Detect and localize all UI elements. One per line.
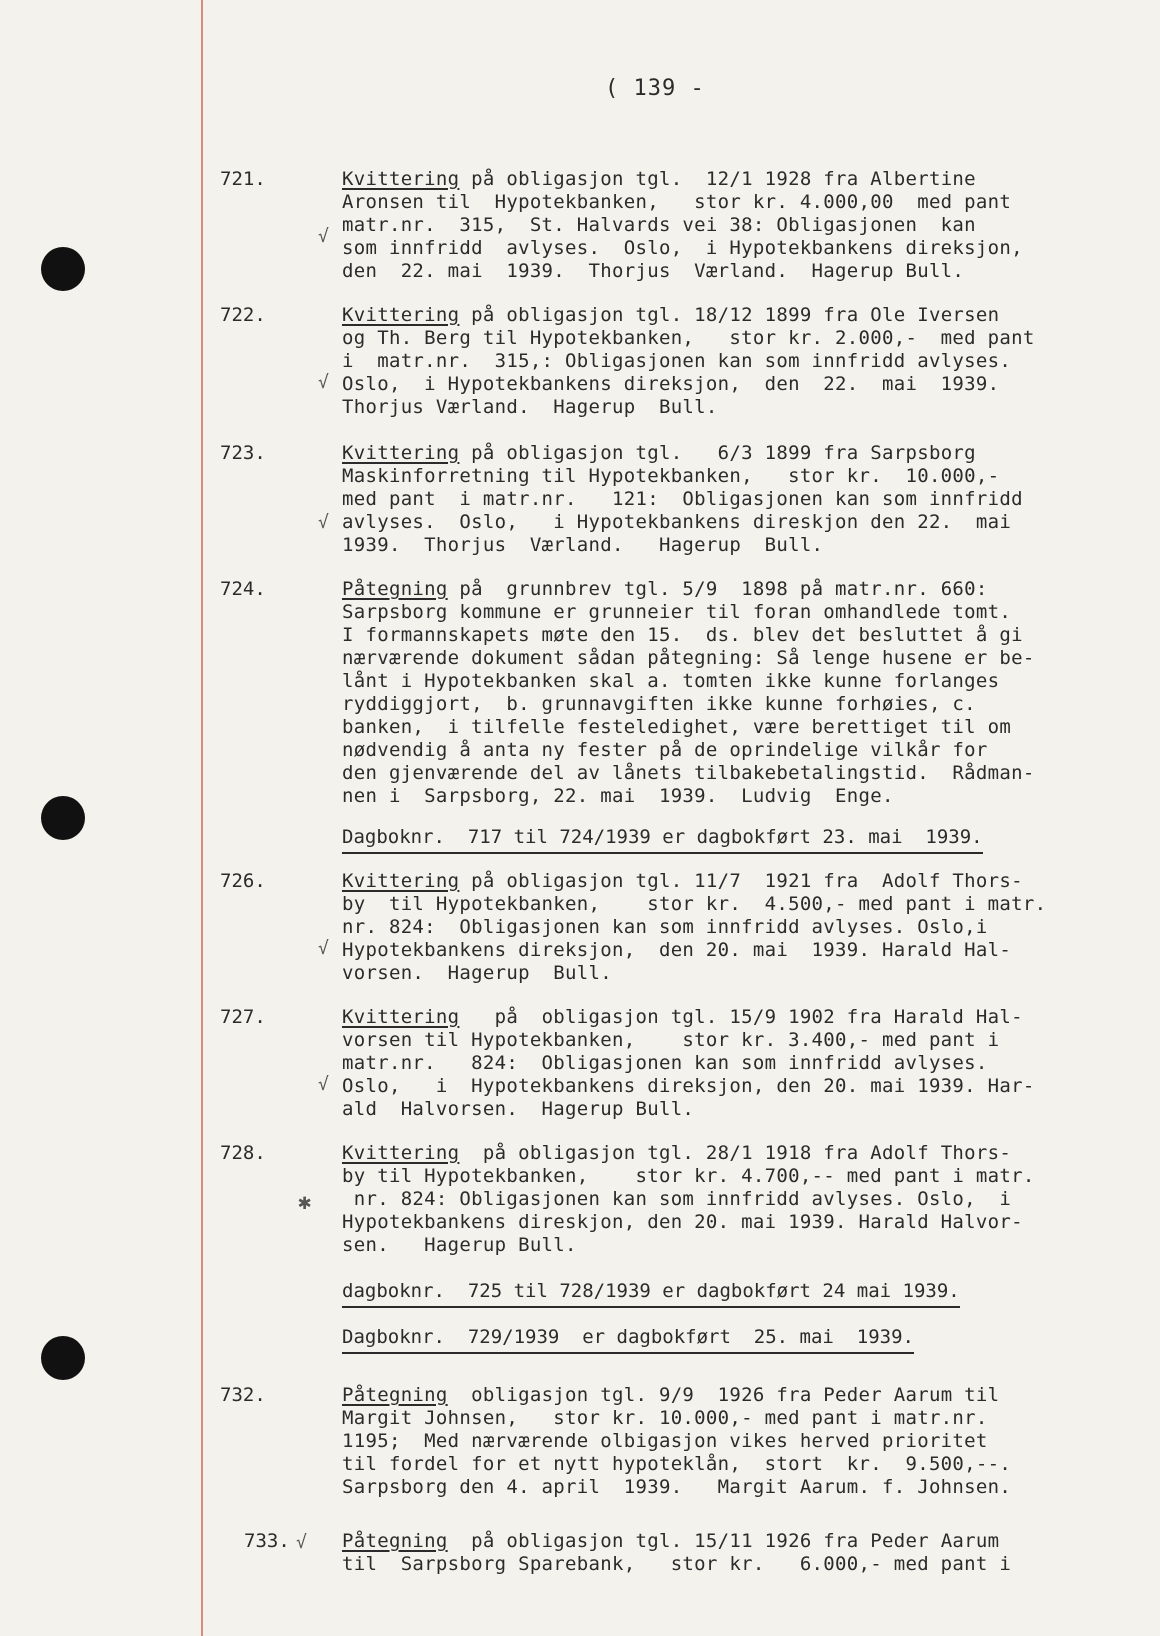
entry-line: ald Halvorsen. Hagerup Bull. [342,1098,695,1120]
punch-hole-icon [41,247,85,291]
entry-line: nærværende dokument sådan påtegning: Så lenge husene er be- [342,647,1035,669]
entry-line: Sarpsborg kommune er grunneier til foran omhandlede tomt. [342,601,1012,623]
entry-line: til fordel for et nytt hypoteklån, stort kr. 9.500,--. [342,1453,1012,1475]
entry-keyword: Kvittering [342,1142,460,1164]
check-mark-icon: √ [318,938,329,959]
check-mark-icon: √ [318,512,329,533]
entry-keyword: Kvittering [342,1006,460,1028]
entry-keyword: Kvittering [342,304,460,326]
entry-line: Sarpsborg den 4. april 1939. Margit Aarum. f. Johnsen. [342,1476,1012,1498]
entry-line: Aronsen til Hypotekbanken, stor kr. 4.000,00 med pant [342,191,1012,213]
entry-line: vorsen. Hagerup Bull. [342,962,612,984]
entry-number: 733. [244,1530,290,1552]
entry-line: som innfridd avlyses. Oslo, i Hypotekbankens direksjon, [342,237,1023,259]
entry-line: Påtegning på obligasjon tgl. 15/11 1926 fra Peder Aarum [342,1530,1000,1552]
entry-text [342,578,1142,808]
check-mark-icon: √ [318,1074,329,1095]
entry-text [342,1006,1142,1121]
entry-line: Kvittering på obligasjon tgl. 11/7 1921 fra Adolf Thors- [342,870,1023,892]
entry-keyword: Kvittering [342,168,460,190]
entry-number: 726. [220,870,266,892]
entry-text [342,168,1142,283]
entry-text [342,1384,1142,1499]
entry-line: matr.nr. 315, St. Halvards vei 38: Obligasjonen kan [342,214,976,236]
entry-line: Kvittering på obligasjon tgl. 18/12 1899 fra Ole Iversen [342,304,1000,326]
entry-text [342,1142,1142,1257]
entry-line: 1939. Thorjus Værland. Hagerup Bull. [342,534,824,556]
entry-line: Thorjus Værland. Hagerup Bull. [342,396,718,418]
entry-number: 721. [220,168,266,190]
entry-line: nr. 824: Obligasjonen kan som innfridd avlyses. Oslo,i [342,916,988,938]
punch-hole-icon [41,796,85,840]
check-mark-icon: √ [296,1532,307,1553]
entry-line: Påtegning på grunnbrev tgl. 5/9 1898 på matr.nr. 660: [342,578,988,600]
entry-keyword: Kvittering [342,442,460,464]
dagbok-note: dagboknr. 725 til 728/1939 er dagbokført 24 mai 1939. [342,1280,960,1308]
entry-line: den gjenværende del av lånets tilbakebetalingstid. Rådman- [342,762,1035,784]
entry-number: 727. [220,1006,266,1028]
entry-number: 728. [220,1142,266,1164]
entry-line: nen i Sarpsborg, 22. mai 1939. Ludvig Enge. [342,785,894,807]
entry-line: Margit Johnsen, stor kr. 10.000,- med pant i matr.nr. [342,1407,988,1429]
entry-number: 724. [220,578,266,600]
page-number: ( 139 - [605,76,705,101]
entry-line: Oslo, i Hypotekbankens direksjon, den 20. mai 1939. Har- [342,1075,1035,1097]
check-mark-icon: √ [318,372,329,393]
entry-number: 732. [220,1384,266,1406]
entry-line: i matr.nr. 315,: Obligasjonen kan som innfridd avlyses. [342,350,1012,372]
entry-line: Oslo, i Hypotekbankens direksjon, den 22. mai 1939. [342,373,1000,395]
entry-line: by til Hypotekbanken, stor kr. 4.500,- med pant i matr. [342,893,1047,915]
entry-line: vorsen til Hypotekbanken, stor kr. 3.400,- med pant i [342,1029,1000,1051]
red-margin-line [201,0,203,1636]
entry-keyword: Påtegning [342,578,448,600]
entry-number: 722. [220,304,266,326]
entry-line: Hypotekbankens direskjon, den 20. mai 1939. Harald Halvor- [342,1211,1023,1233]
entry-line: Kvittering på obligasjon tgl. 15/9 1902 fra Harald Hal- [342,1006,1023,1028]
pen-mark-icon: ✱ [298,1190,312,1215]
entry-text [342,442,1142,557]
entry-line: I formannskapets møte den 15. ds. blev det besluttet å gi [342,624,1023,646]
entry-line: og Th. Berg til Hypotekbanken, stor kr. 2.000,- med pant [342,327,1035,349]
entry-line: sen. Hagerup Bull. [342,1234,577,1256]
entry-line: 1195; Med nærværende olbigasjon vikes herved prioritet [342,1430,988,1452]
entry-text [342,870,1142,985]
entry-text [342,1530,1142,1576]
entry-line: Kvittering på obligasjon tgl. 28/1 1918 fra Adolf Thors- [342,1142,1012,1164]
entry-line: nødvendig å anta ny fester på de oprindelige vilkår for [342,739,988,761]
entry-keyword: Påtegning [342,1384,448,1406]
entry-keyword: Kvittering [342,870,460,892]
entry-line: Kvittering på obligasjon tgl. 12/1 1928 fra Albertine [342,168,976,190]
entry-line: Maskinforretning til Hypotekbanken, stor kr. 10.000,- [342,465,1000,487]
entry-line: med pant i matr.nr. 121: Obligasjonen kan som innfridd [342,488,1023,510]
entry-line: matr.nr. 824: Obligasjonen kan som innfridd avlyses. [342,1052,988,1074]
entry-line: den 22. mai 1939. Thorjus Værland. Hagerup Bull. [342,260,965,282]
dagbok-note: Dagboknr. 717 til 724/1939 er dagbokført 23. mai 1939. [342,826,983,854]
entry-number: 723. [220,442,266,464]
entry-keyword: Påtegning [342,1530,448,1552]
check-mark-icon: √ [318,226,329,247]
entry-line: by til Hypotekbanken, stor kr. 4.700,-- med pant i matr. [342,1165,1035,1187]
entry-line: ryddiggjort, b. grunnavgiften ikke kunne forhøies, c. [342,693,976,715]
entry-line: Hypotekbankens direksjon, den 20. mai 1939. Harald Hal- [342,939,1012,961]
entry-line: Kvittering på obligasjon tgl. 6/3 1899 fra Sarpsborg [342,442,976,464]
entry-line: nr. 824: Obligasjonen kan som innfridd avlyses. Oslo, i [342,1188,1012,1210]
entry-line: Påtegning obligasjon tgl. 9/9 1926 fra Peder Aarum til [342,1384,1000,1406]
entry-line: avlyses. Oslo, i Hypotekbankens direskjon den 22. mai [342,511,1012,533]
entry-line: til Sarpsborg Sparebank, stor kr. 6.000,- med pant i [342,1553,1012,1575]
entry-text [342,304,1142,419]
entry-line: lånt i Hypotekbanken skal a. tomten ikke kunne forlanges [342,670,1000,692]
dagbok-note: Dagboknr. 729/1939 er dagbokført 25. mai 1939. [342,1326,914,1354]
entry-line: banken, i tilfelle festeledighet, være berettiget til om [342,716,1012,738]
punch-hole-icon [41,1336,85,1380]
